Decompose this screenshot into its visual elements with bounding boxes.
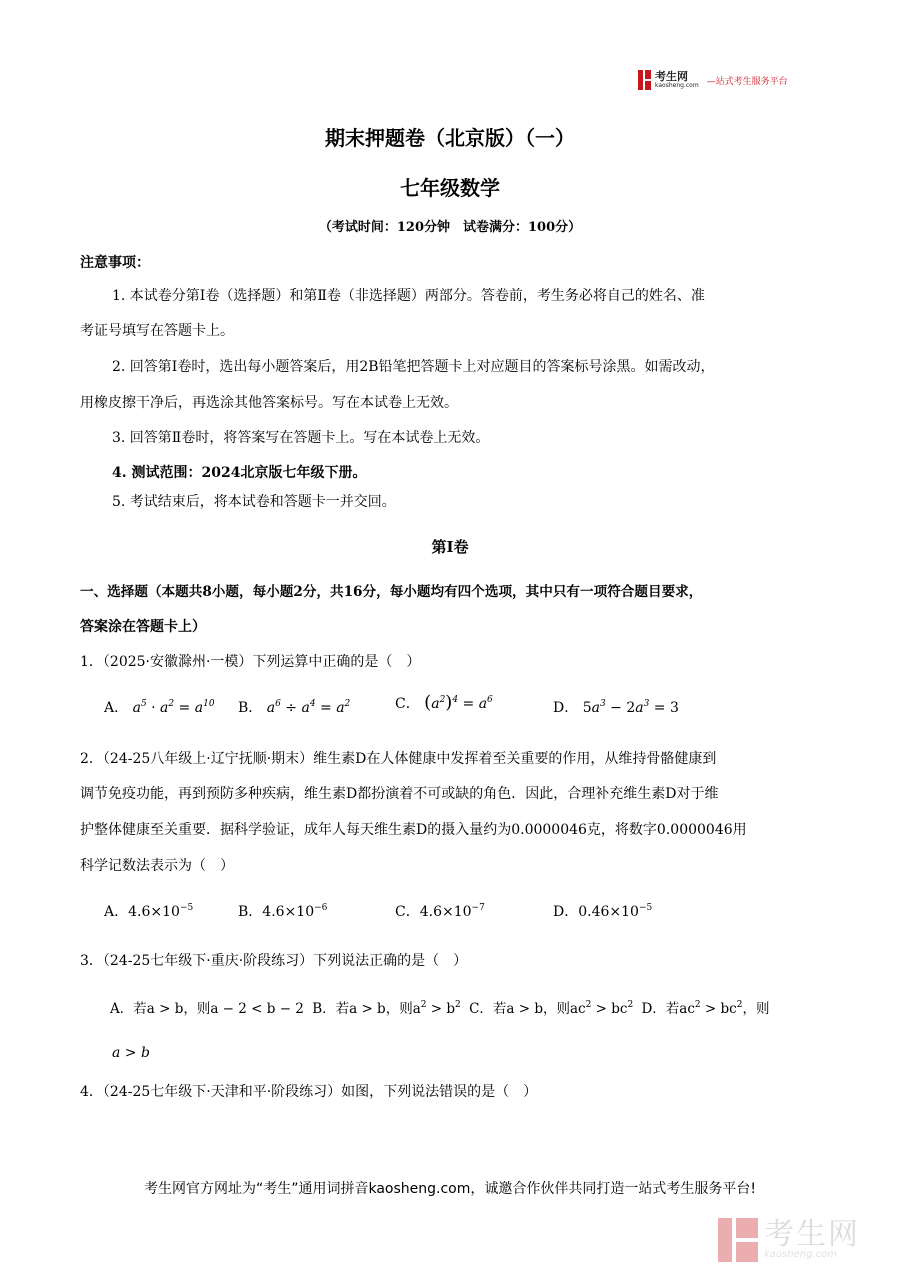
q1-option-d-label: D． [553,700,579,716]
notice-item-4: 4. 测试范围：2024北京版七年级下册。 [112,465,367,481]
q1-option-b [238,698,350,718]
q3-option-c [469,1001,633,1017]
logo-slogan: —站式考生服务平台 [706,76,788,87]
q3-option-d [641,1001,769,1017]
q2-option-b-exp: −6 [314,903,328,913]
notice-item-1-line-2: 考证号填写在答题卡上。 [80,323,234,339]
q3-option-d-pre: D．若ac [641,1001,695,1017]
notice-item-2-line-2: 用橡皮擦干净后，再选涂其他答案标号。写在本试卷上无效。 [80,395,458,411]
q3-option-b-mid: > b [426,1001,456,1017]
q3-option-c-pre: C．若a > b，则ac [469,1001,586,1017]
exam-title: 期末押题卷（北京版）（一） [325,126,575,150]
q3-option-c-mid: > bc [591,1001,628,1017]
notice-item-3: 3. 回答第Ⅱ卷时，将答案写在答题卡上。写在本试卷上无效。 [112,430,490,446]
q2-option-b-text: B．4.6×10 [238,904,315,920]
logo-name: 考生网 [655,70,688,83]
q2-option-b [238,902,327,922]
notice-item-5: 5. 考试结束后，将本试卷和答题卡一并交回。 [112,494,396,510]
q3-option-b-pre: B．若a > b，则a [312,1001,421,1017]
logo-domain: kaosheng.com [655,82,699,89]
q2-line-2: 调节免疫功能，再到预防多种疾病，维生素D都扮演着不可或缺的角色．因此，合理补充维生素D对于维 [80,786,719,802]
q3-option-b-sq-2: 2 [455,1000,461,1010]
q2-option-d-text: D．0.46×10 [553,904,639,920]
q3-option-c-sq-1: 2 [585,1000,592,1010]
q2-line-4: 科学记数法表示为（ ） [80,858,234,874]
q3-option-a: A．若a > b，则a − 2 < b − 2 [110,1001,304,1017]
watermark [718,1218,860,1262]
q2-line-3: 护整体健康至关重要．据科学验证，成年人每天维生素D的摄入量约为0.0000046克，将数字0.0000046用 [80,822,747,838]
q3-option-b-sq-1: 2 [420,1000,427,1010]
q1-option-a [104,698,215,718]
q1-option-b-label: B． [238,700,263,716]
q1-option-c [395,693,493,714]
q2-option-d [553,902,652,922]
q3-option-d-mid: > bc [700,1001,737,1017]
q2-option-d-exp: −5 [638,903,653,913]
q3-option-b [312,1001,461,1017]
q3-options [110,999,769,1019]
notice-item-1-line-1: 1. 本试卷分第Ⅰ卷（选择题）和第Ⅱ卷（非选择题）两部分。答卷前，考生务必将自己的姓名、准 [112,288,705,304]
watermark-domain: kaosheng.com [764,1249,837,1260]
q1-stem: 1．（2025·安徽滁州·一模）下列运算中正确的是（ ） [80,654,421,670]
logo-icon [638,70,651,90]
q1-option-d-formula: $5a^3 - 2a^3 = 3$ [582,699,679,716]
watermark-name: 考生网 [764,1217,860,1252]
q3-stem: 3．（24-25七年级下·重庆·阶段练习）下列说法正确的是（ ） [80,953,468,969]
q1-option-c-formula: $(a^2)^4 = a^6$ [424,692,493,713]
footer-text: 考生网官方网址为“考生”通用词拼音kaosheng.com，诚邀合作伙伴共同打造一站式考生服务平台! [143,1181,756,1197]
q3-option-c-sq-2: 2 [627,1000,634,1010]
q2-option-a [104,902,193,922]
notice-item-2-line-1: 2. 回答第Ⅰ卷时，选出每小题答案后，用2B铅笔把答题卡上对应题目的答案标号涂黑。如需改动， [112,359,715,375]
q3-option-d-sq-2: 2 [736,1000,743,1010]
header-logo [638,70,788,90]
q3-option-d-continuation: a > b [112,1045,150,1061]
q3-option-d-sq-1: 2 [694,1000,701,1010]
q1-option-a-formula: $a^5 \cdot a^2 = a^{10}$ [132,699,215,716]
section-title: 第Ⅰ卷 [431,538,469,556]
notice-heading: 注意事项： [80,255,150,271]
q2-line-1: 2．（24-25八年级上·辽宁抚顺·期末）维生素D在人体健康中发挥着至关重要的作用，从维持骨骼健康到 [80,751,717,767]
exam-info: （考试时间：120分钟 试卷满分：100分） [318,220,582,235]
q2-option-a-exp: −5 [179,903,194,913]
q2-option-c-exp: −7 [471,903,485,913]
q1-option-a-label: A． [104,700,129,716]
q2-option-c [395,902,485,922]
watermark-icon [718,1218,758,1262]
q1-option-d [553,698,679,718]
q2-option-a-text: A．4.6×10 [104,904,180,920]
q4-stem: 4．（24-25七年级下·天津和平·阶段练习）如图，下列说法错误的是（ ） [80,1084,538,1100]
subject-title: 七年级数学 [400,176,500,200]
part1-heading-line-2: 答案涂在答题卡上） [80,619,206,635]
q1-option-c-label: C． [395,696,420,712]
q3-option-d-post: ，则 [742,1001,770,1017]
q2-option-c-text: C．4.6×10 [395,904,472,920]
q1-option-b-formula: $a^6 \div a^4 = a^2$ [266,699,351,716]
part1-heading-line-1: 一、选择题（本题共8小题，每小题2分，共16分，每小题均有四个选项，其中只有一项符合题目要求， [80,584,703,600]
